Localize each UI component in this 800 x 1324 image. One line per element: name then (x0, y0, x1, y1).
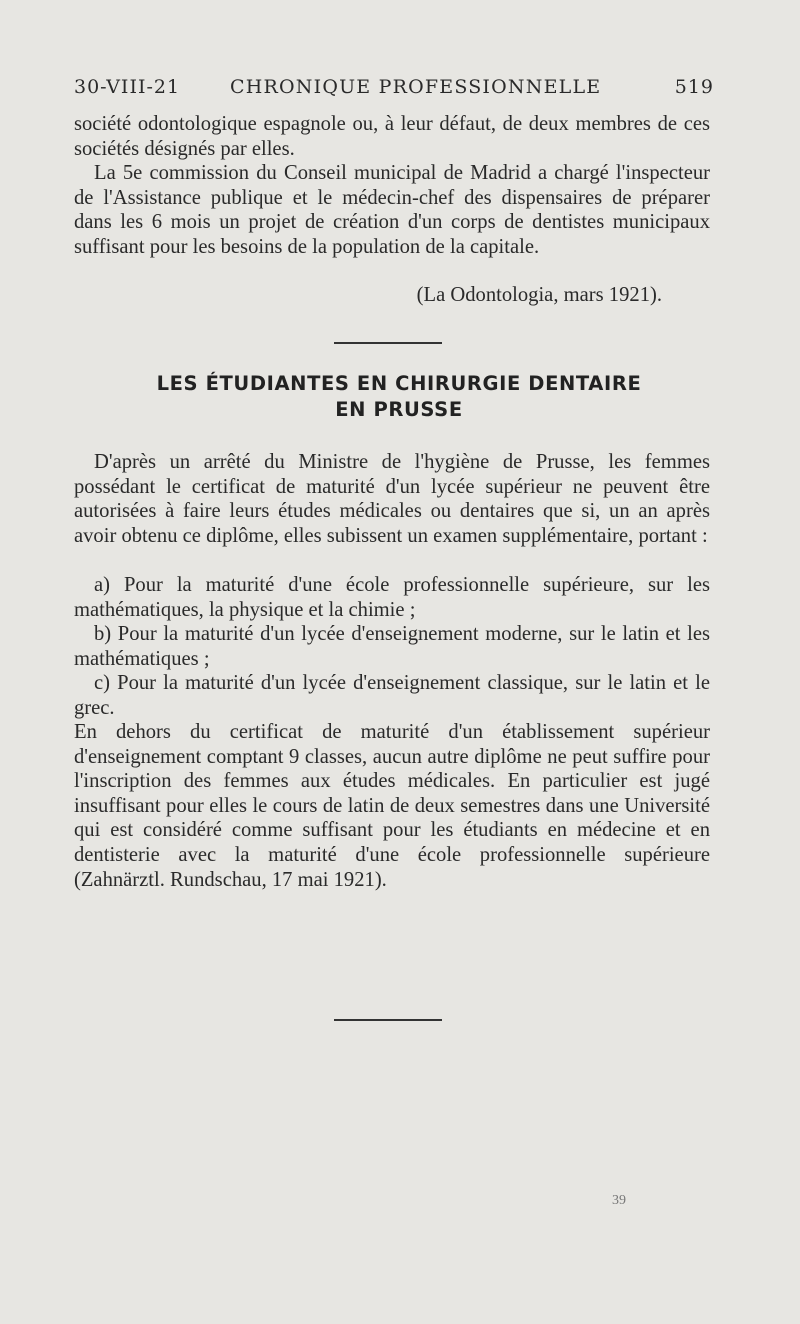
intro-paragraph-continued: société odontologique espagnole ou, à leur défaut, de deux membres de ces sociétés désignés par elles. (74, 113, 710, 160)
article-title (74, 371, 724, 423)
intro-paragraph-madrid-text: La 5e commission du Conseil municipal de Madrid a chargé l'inspecteur de l'Assistance publique et le médecin-chef des dispensaires de préparer dans les 6 mois un projet de création d'un corps de dentistes municipaux suffisant pour les besoins de la population de la capitale. (74, 162, 710, 258)
header-section-title: CHRONIQUE PROFESSIONNELLE (230, 76, 602, 98)
list-item-c-text: c) Pour la maturité d'un lycée d'enseignement classique, sur le latin et le grec. (74, 672, 710, 719)
header-page-number: 519 (674, 76, 714, 98)
header-date: 30-VIII-21 (74, 76, 181, 98)
list-item-b (74, 622, 710, 671)
intro-paragraph-madrid (74, 161, 710, 259)
list-item-a-text: a) Pour la maturité d'une école professionnelle supérieure, sur les mathématiques, la physique et la chimie ; (74, 574, 710, 621)
running-header (74, 76, 714, 102)
intro-citation: (La Odontologia, mars 1921). (416, 284, 662, 306)
list-item-a (74, 573, 710, 622)
list-item-b-text: b) Pour la maturité d'un lycée d'enseignement moderne, sur le latin et les mathématiques ; (74, 623, 710, 670)
article-title-line-2: EN PRUSSE (335, 398, 463, 421)
article-paragraph-2 (74, 720, 710, 892)
article-paragraph-1-text: D'après un arrêté du Ministre de l'hygiène de Prusse, les femmes possédant le certificat de maturité d'un lycée supérieur ne peuvent être autorisées à faire leurs études médicales ou dentaires que si, un an après avoir obtenu ce diplôme, elles subissent un examen supplémentaire, portant : (74, 451, 710, 547)
article-title-line-1: LES ÉTUDIANTES EN CHIRURGIE DENTAIRE (156, 372, 642, 395)
list-item-c (74, 671, 710, 720)
signature-mark: 39 (612, 1193, 626, 1208)
article-paragraph-2-text: En dehors du certificat de maturité d'un établissement supérieur d'enseignement comptant 9 classes, aucun autre diplôme ne peut suffire pour l'inscription des femmes aux études médicales. En particulier est jugé insuffisant pour elles le cours de latin de deux semestres dans une Université qui est considéré comme suffisant pour les étudiants en médecine et en dentisterie avec la maturité d'une école professionnelle supérieure (Zahnärztl. Rundschau, 17 mai 1921). (74, 721, 710, 891)
end-divider (334, 1019, 442, 1021)
section-divider (334, 342, 442, 344)
article-paragraph-1 (74, 450, 710, 548)
